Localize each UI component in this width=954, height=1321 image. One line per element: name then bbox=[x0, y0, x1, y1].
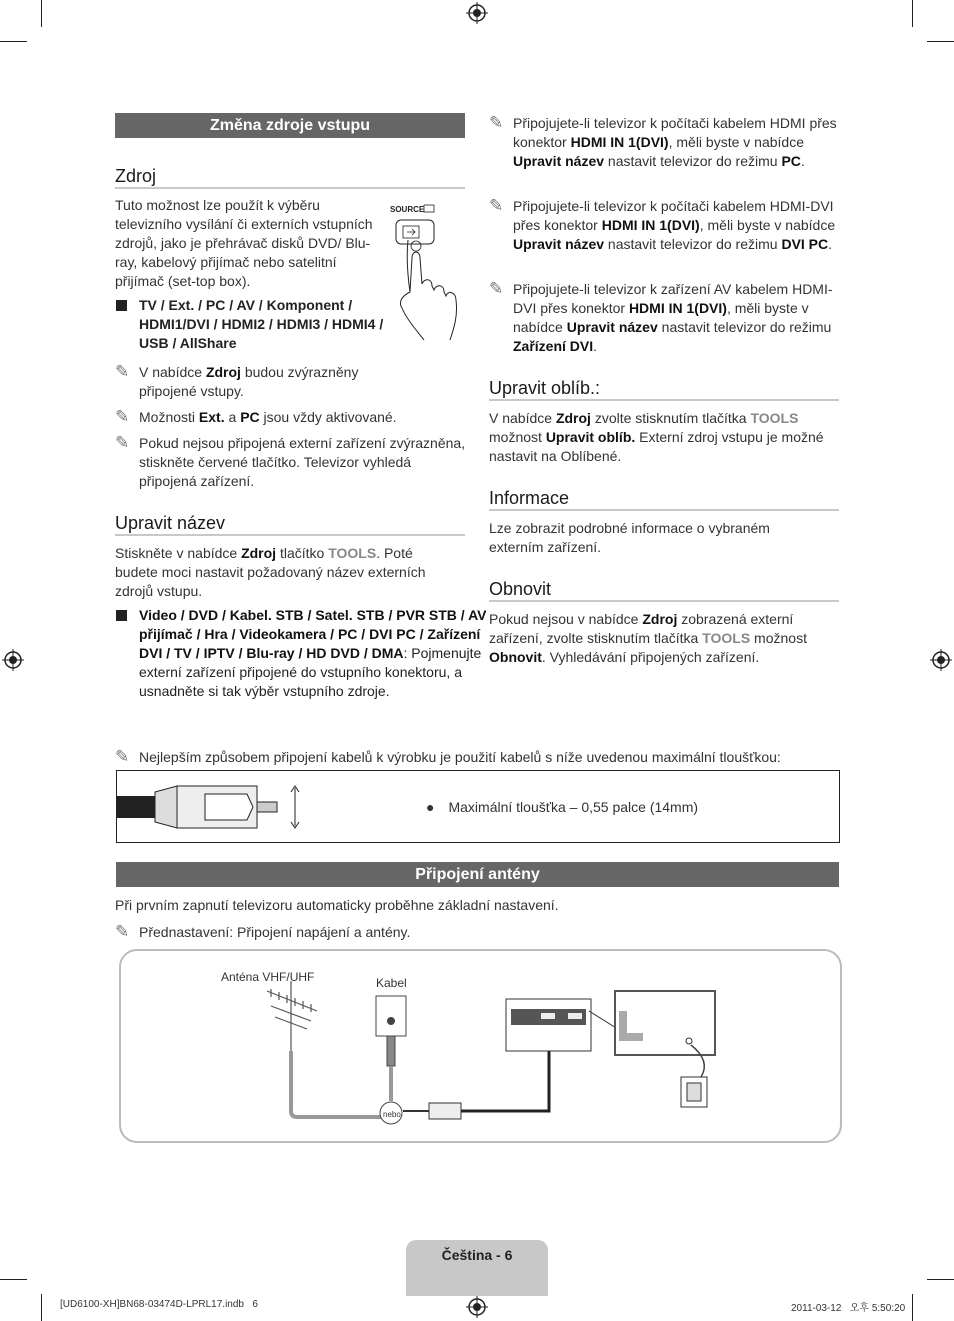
print-date: 2011-03-12 오후 5:50:20 bbox=[791, 1303, 906, 1314]
upravit-nazev-text: Stiskněte v nabídce Zdroj tlačítko TOOLS. Poté budete moci nastavit požadovaný název externích zdrojů vstupu. bbox=[115, 545, 426, 599]
note-pencil-icon: ✎ bbox=[489, 196, 504, 215]
note-pencil-icon: ✎ bbox=[115, 407, 130, 426]
heading-rule bbox=[115, 534, 465, 536]
crop-mark bbox=[41, 1294, 42, 1321]
heading-informace: Informace bbox=[489, 488, 570, 508]
cable-bullet: ● Maximální tloušťka – 0,55 palce (14mm) bbox=[426, 799, 699, 815]
label-nebo: nebo bbox=[383, 1110, 401, 1119]
wall-outlet-icon bbox=[376, 996, 406, 1066]
note-pencil-icon: ✎ bbox=[115, 747, 130, 766]
right-note-2: ✎ Připojujete-li televizor k počítači kabelem HDMI-DVI přes konektor HDMI IN 1(DVI), měli byste v nabídce Upravit název nastavit televizor do režimu DVI PC. bbox=[489, 196, 836, 252]
crop-mark bbox=[912, 0, 913, 27]
cable-plug-icon bbox=[117, 782, 307, 832]
right-note-3: ✎ Připojujete-li televizor k zařízení AV kabelem HDMI-DVI přes konektor HDMI IN 1(DVI), měli byste v nabídce Upravit název nastavit televizor do režimu Zařízení DVI. bbox=[489, 279, 833, 354]
heading-rule bbox=[489, 399, 839, 401]
antenna-connection-diagram bbox=[121, 951, 836, 1137]
heading-zdroj: Zdroj bbox=[115, 166, 157, 186]
section-title-zmena-zdroje: Změna zdroje vstupu bbox=[115, 113, 465, 138]
label-antenna-vhf-uhf: Anténa VHF/UHF bbox=[221, 970, 315, 984]
note-pencil-icon: ✎ bbox=[115, 433, 130, 452]
antenna-icon bbox=[267, 981, 317, 1051]
heading-upravit-oblib: Upravit oblíb.: bbox=[489, 378, 601, 398]
crop-mark bbox=[0, 41, 27, 42]
informace-text: Lze zobrazit podrobné informace o vybraném externím zařízení. bbox=[489, 520, 770, 555]
zdroj-bullet: TV / Ext. / PC / AV / Komponent / HDMI1/DVI / HDMI2 / HDMI3 / HDMI4 / USB / AllShare bbox=[115, 296, 394, 353]
upravit-oblib-text: V nabídce Zdroj zvolte stisknutím tlačítka TOOLS možnost Upravit oblíb. Externí zdroj vstupu je možné nastavit na Oblíbené. bbox=[489, 410, 824, 464]
right-note-1: ✎ Připojujete-li televizor k počítači kabelem HDMI přes konektor HDMI IN 1(DVI), měli byste v nabídce Upravit název nastavit televizor do režimu PC. bbox=[489, 113, 837, 169]
antenna-note: ✎ Přednastavení: Připojení napájení a antény. bbox=[115, 922, 411, 941]
heading-obnovit: Obnovit bbox=[489, 579, 552, 599]
note-pencil-icon: ✎ bbox=[115, 922, 130, 941]
zdroj-intro: Tuto možnost lze použít k výběru televizního vysílání či externích vstupních zdrojů, jako je přehrávač disků DVD/ Blu-ray, kabelový přijímač nebo satelitní přijímač (set-top box). bbox=[115, 197, 373, 289]
crop-mark bbox=[0, 1279, 27, 1280]
crop-mark bbox=[41, 0, 42, 27]
note-pencil-icon: ✎ bbox=[489, 113, 504, 132]
bullet-dot-icon: ● bbox=[426, 799, 435, 815]
registration-mark-icon bbox=[930, 649, 952, 671]
registration-mark-icon bbox=[2, 649, 24, 671]
label-cable: Kabel bbox=[376, 976, 407, 990]
source-button-hand-icon bbox=[388, 200, 466, 342]
bullet-square-icon bbox=[116, 610, 127, 621]
heading-rule bbox=[489, 509, 839, 511]
cable-note: ✎ Nejlepším způsobem připojení kabelů k výrobku je použití kabelů s níže uvedenou maximální tloušťkou: bbox=[115, 747, 781, 766]
note-pencil-icon: ✎ bbox=[115, 362, 130, 381]
crop-mark bbox=[912, 1294, 913, 1321]
registration-mark-icon bbox=[466, 2, 488, 24]
bullet-square-icon bbox=[116, 300, 127, 311]
section-title-pripojeni-anteny: Připojení antény bbox=[116, 862, 839, 887]
antenna-intro: Při prvním zapnutí televizoru automaticky proběhne základní nastavení. bbox=[115, 897, 559, 913]
note-pencil-icon: ✎ bbox=[489, 279, 504, 298]
crop-mark bbox=[927, 41, 954, 42]
page-number: Čeština - 6 bbox=[441, 1247, 513, 1263]
zdroj-note-1: ✎ V nabídce Zdroj budou zvýrazněny připojené vstupy. bbox=[115, 362, 359, 399]
zdroj-note-2: ✎ Možnosti Ext. a PC jsou vždy aktivované. bbox=[115, 407, 397, 426]
upravit-nazev-bullet: Video / DVD / Kabel. STB / Satel. STB / PVR STB / AV přijímač / Hra / Videokamera / PC / DVI PC / Zařízení DVI / TV / IPTV / Blu-ray / HD DVD / DMA: Pojmenujte externí zařízení připojené do vstupního konektoru, a usnadněte si tak výběr vstupního zdroje. bbox=[115, 606, 489, 701]
heading-rule bbox=[489, 600, 839, 602]
print-file-name: [UD6100-XH]BN68-03474D-LPRL17.indb 6 bbox=[60, 1299, 258, 1310]
heading-rule bbox=[115, 187, 465, 189]
zdroj-note-3: ✎ Pokud nejsou připojená externí zařízení zvýrazněna, stiskněte červené tlačítko. Televizor vyhledá připojená zařízení. bbox=[115, 433, 466, 489]
registration-mark-icon bbox=[466, 1296, 488, 1318]
source-label: SOURCE bbox=[390, 205, 425, 214]
crop-mark bbox=[927, 1279, 954, 1280]
heading-upravit-nazev: Upravit název bbox=[115, 513, 226, 533]
obnovit-text: Pokud nejsou v nabídce Zdroj zobrazená externí zařízení, zvolte stisknutím tlačítka TOOLS možnost Obnovit. Vyhledávání připojených zařízení. bbox=[489, 611, 807, 665]
